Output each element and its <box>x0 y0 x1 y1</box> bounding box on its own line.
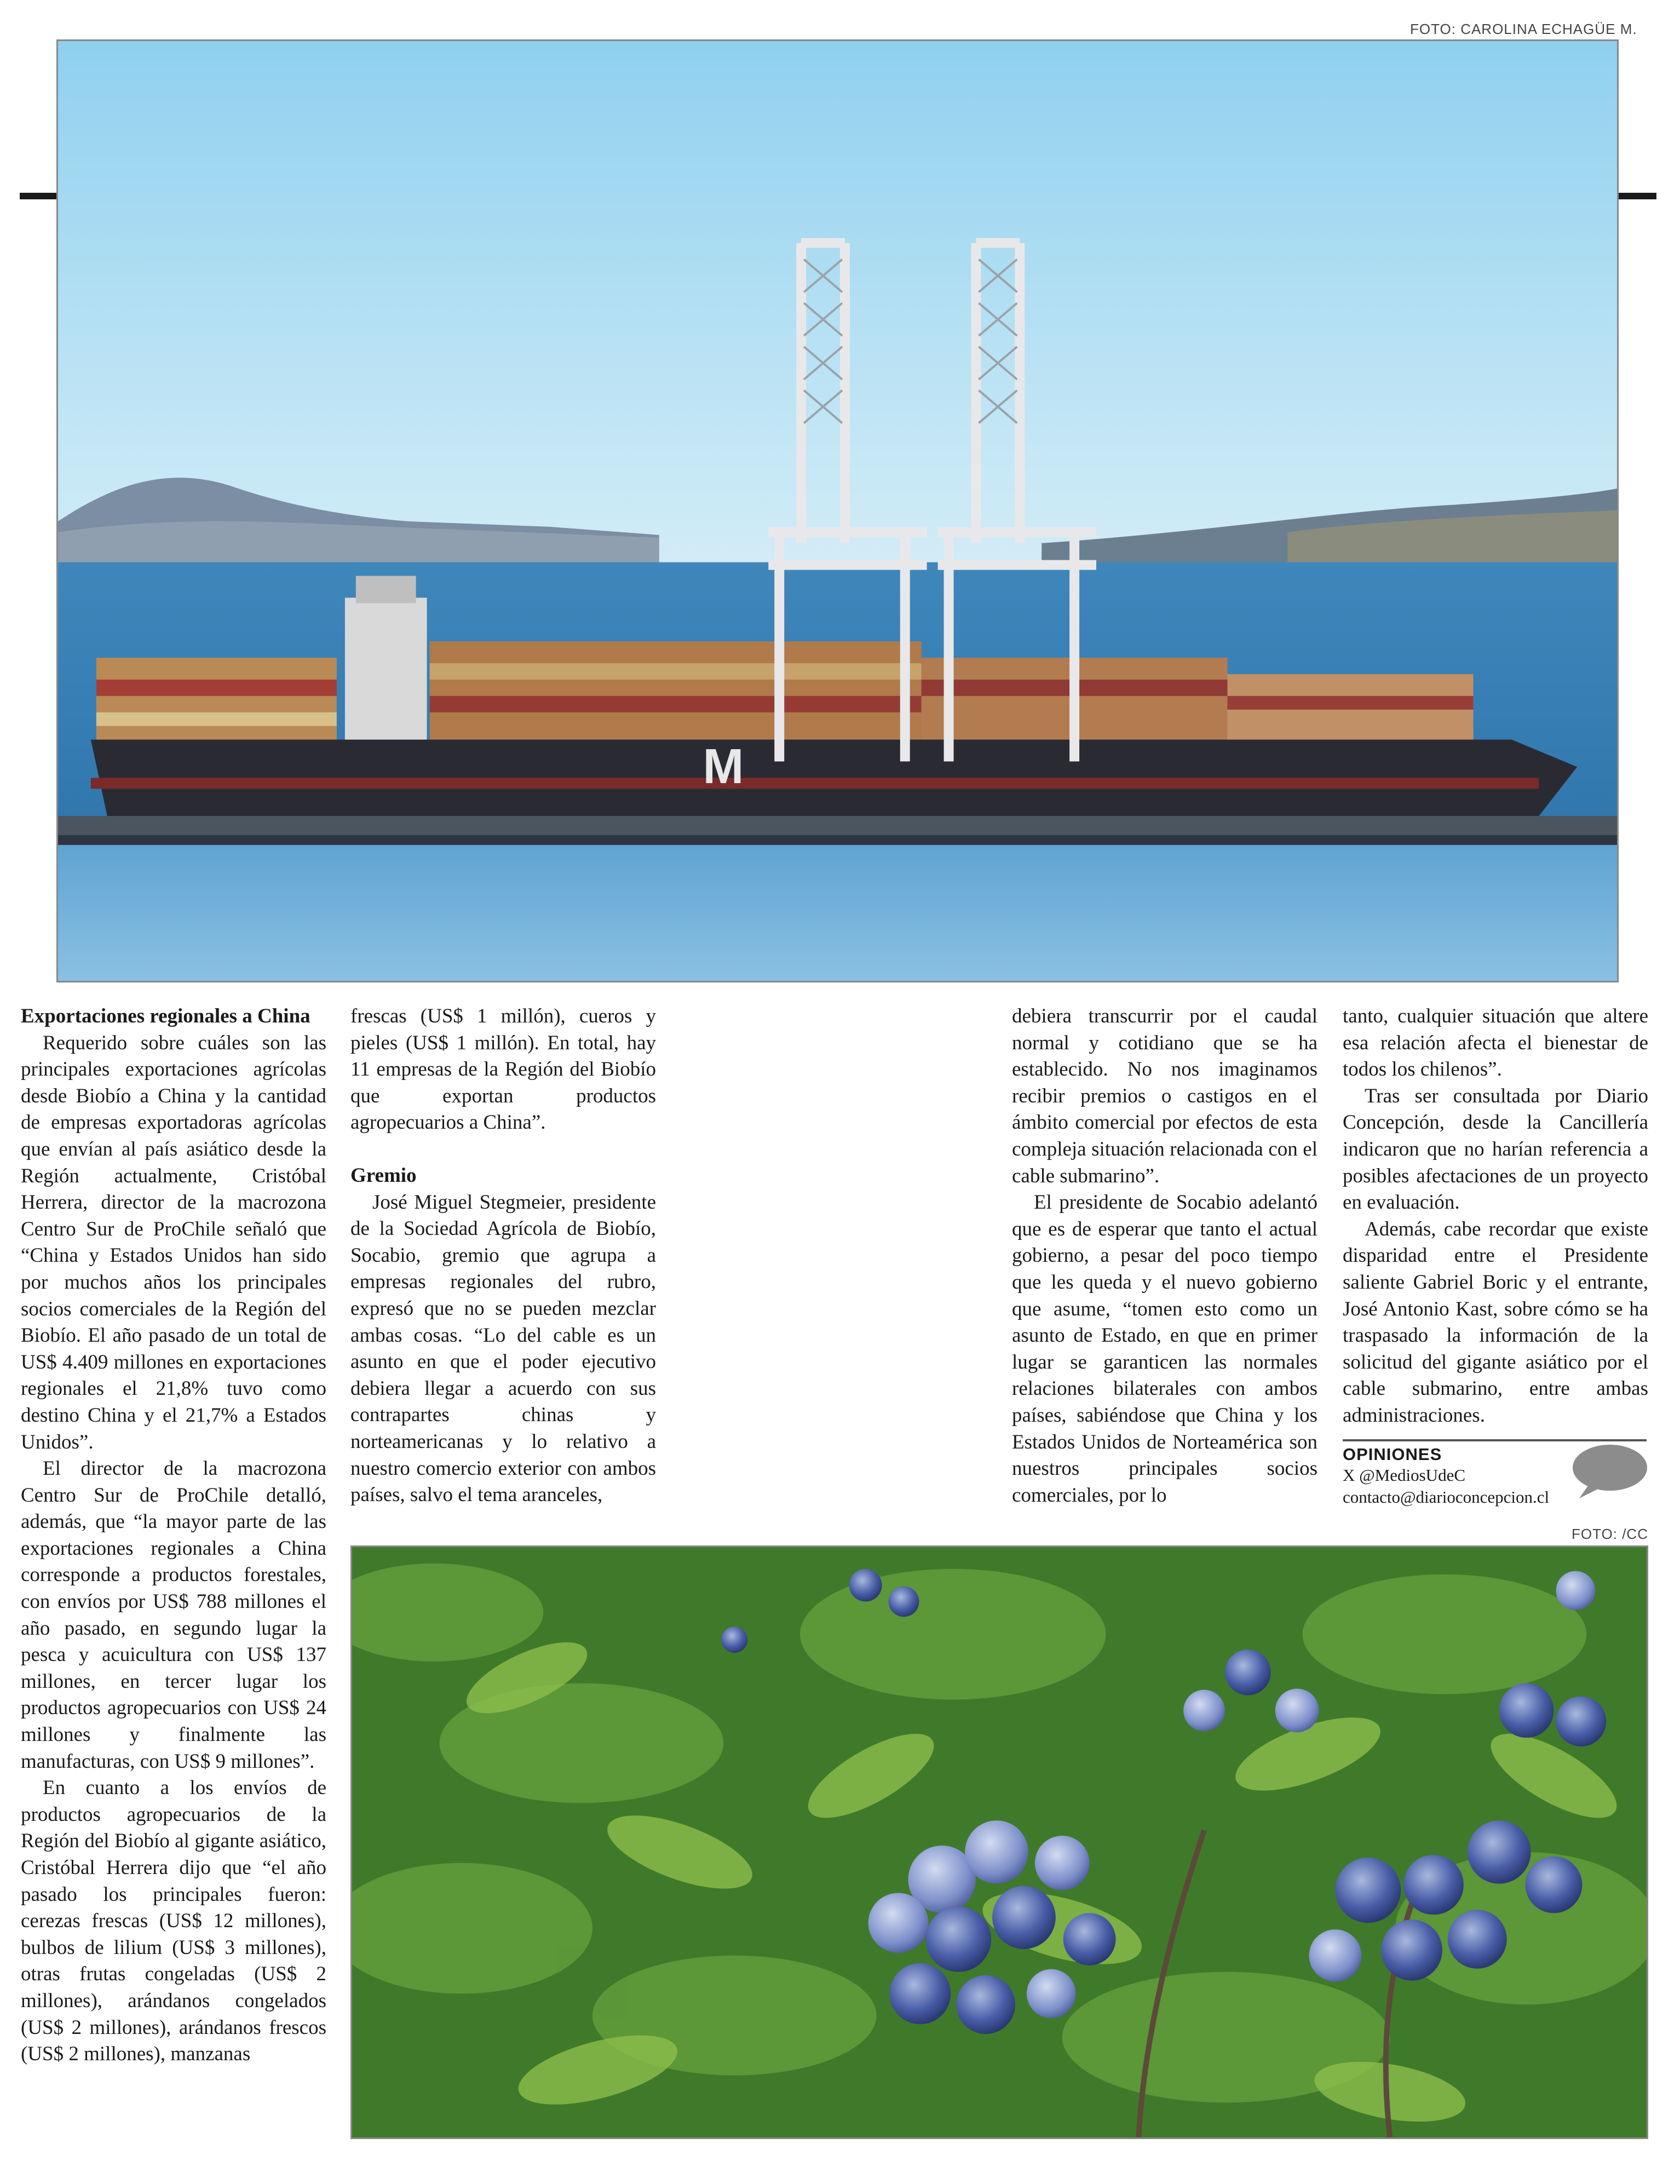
paragraph: Además, cabe recordar que existe disparidad entre el Presidente saliente Gabriel Boric y el entrante, José Antonio Kast, sobre cómo se ha traspasado la información de la solicitud del gigante asiático por el cable submarino, entre ambas administraciones. <box>1343 1217 1648 1427</box>
photo-credit-bottom: FOTO: /CC <box>1572 1526 1648 1542</box>
paragraph: En cuanto a los envíos de productos agropecuarios de la Región del Biobío al gigante asiático, Cristóbal Herrera dijo que “el año pasado los principales fueron: cerezas frescas (US$ 12 millones), bulbos de lilium (US$ 3 millones), otras frutas congeladas (US$ 2 millones), arándanos congelados (US$ 2 millones), arándanos frescos (US$ 2 millones), manzanas <box>21 1777 326 2066</box>
blueberry-photo <box>350 1545 1648 2139</box>
article-column-2 <box>350 1003 656 1509</box>
opinions-handle[interactable]: X @MediosUdeC <box>1343 1465 1466 1485</box>
paragraph-continued: debiera transcurrir por el caudal normal y cotidiano que se ha establecido. No nos imaginamos recibir premios o castigos en el ámbito comercial por efectos de esta compleja situación relacionada con el cable submarino”. <box>1012 1005 1317 1187</box>
subheading-exportaciones: Exportaciones regionales a China <box>21 1005 310 1027</box>
opinions-box <box>1343 1439 1647 1508</box>
paragraph: El presidente de Socabio adelantó que es de esperar que tanto el actual gobierno, a pesar del poco tiempo que les queda y el nuevo gobierno que asume, “tomen esto como un asunto de Estado, en que en primer lugar se garanticen las normales relaciones bilaterales con ambos países, sabiéndose que China y los Estados Unidos de Norteamérica son nuestros principales socios comerciales, por lo <box>1012 1191 1317 1507</box>
paragraph: José Miguel Stegmeier, presidente de la Sociedad Agrícola de Biobío, Socabio, gremio que agrupa a empresas regionales del rubro, expresó que no se pueden mezclar ambas cosas. “Lo del cable es un asunto en que el poder ejecutivo debiera llegar a acuerdo con sus contrapartes chinas y norteamericanas y lo relativo a nuestro comercio exterior con ambos países, salvo el tema aranceles, <box>350 1191 656 1507</box>
section-rule-right <box>1618 193 1656 199</box>
paragraph: Requerido sobre cuáles son las principales exportaciones agrícolas desde Biobío a China y la cantidad de empresas exportadoras agrícolas que envían al país asiático desde la Región actualmente, Cristóbal Herrera, director de la macrozona Centro Sur de ProChile señaló que “China y Estados Unidos han sido por muchos años los principales socios comerciales de la Región del Biobío. El año pasado de un total de US$ 4.409 millones en exportaciones regionales el 21,8% tuvo como destino China y el 21,7% a Estados Unidos”. <box>21 1031 326 1453</box>
section-rule-left <box>20 193 58 199</box>
port-ship-photo <box>56 39 1619 982</box>
subheading-gremio: Gremio <box>350 1164 417 1187</box>
article-column-4 <box>1343 1003 1648 1429</box>
blueberry-bush-illustration <box>352 1547 1647 2137</box>
speech-bubble-icon <box>1567 1441 1649 1502</box>
opinions-email[interactable]: contacto@diarioconcepcion.cl <box>1343 1487 1550 1507</box>
paragraph: El director de la macrozona Centro Sur de ProChile detalló, además, que “la mayor parte de las exportaciones regionales a China corresponde a productos forestales, con envíos por US$ 788 millones el año pasado, en segundo lugar la pesca y acuicultura con US$ 137 millones, en tercer lugar los productos agropecuarios con US$ 24 millones y finalmente las manufacturas, con US$ 9 millones”. <box>21 1457 326 1773</box>
paragraph: Tras ser consultada por Diario Concepción, desde la Cancillería indicaron que no harían referencia a posibles afectaciones de un proyecto en evaluación. <box>1343 1084 1648 1214</box>
article-column-1 <box>21 1003 326 2068</box>
paragraph-continued: frescas (US$ 1 millón), cueros y pieles (US$ 1 millón). En total, hay 11 empresas de la Región del Biobío que exportan productos agropecuarios a China”. <box>350 1005 656 1134</box>
opinions-title: OPINIONES <box>1343 1439 1647 1464</box>
paragraph-continued: tanto, cualquier situación que altere esa relación afecta el bienestar de todos los chilenos”. <box>1343 1005 1648 1081</box>
ship-logo-marking: M <box>703 739 744 795</box>
port-ship-illustration <box>58 41 1617 981</box>
article-column-3 <box>1012 1003 1317 1509</box>
photo-credit-top: FOTO: CAROLINA ECHAGÜE M. <box>1410 21 1637 37</box>
